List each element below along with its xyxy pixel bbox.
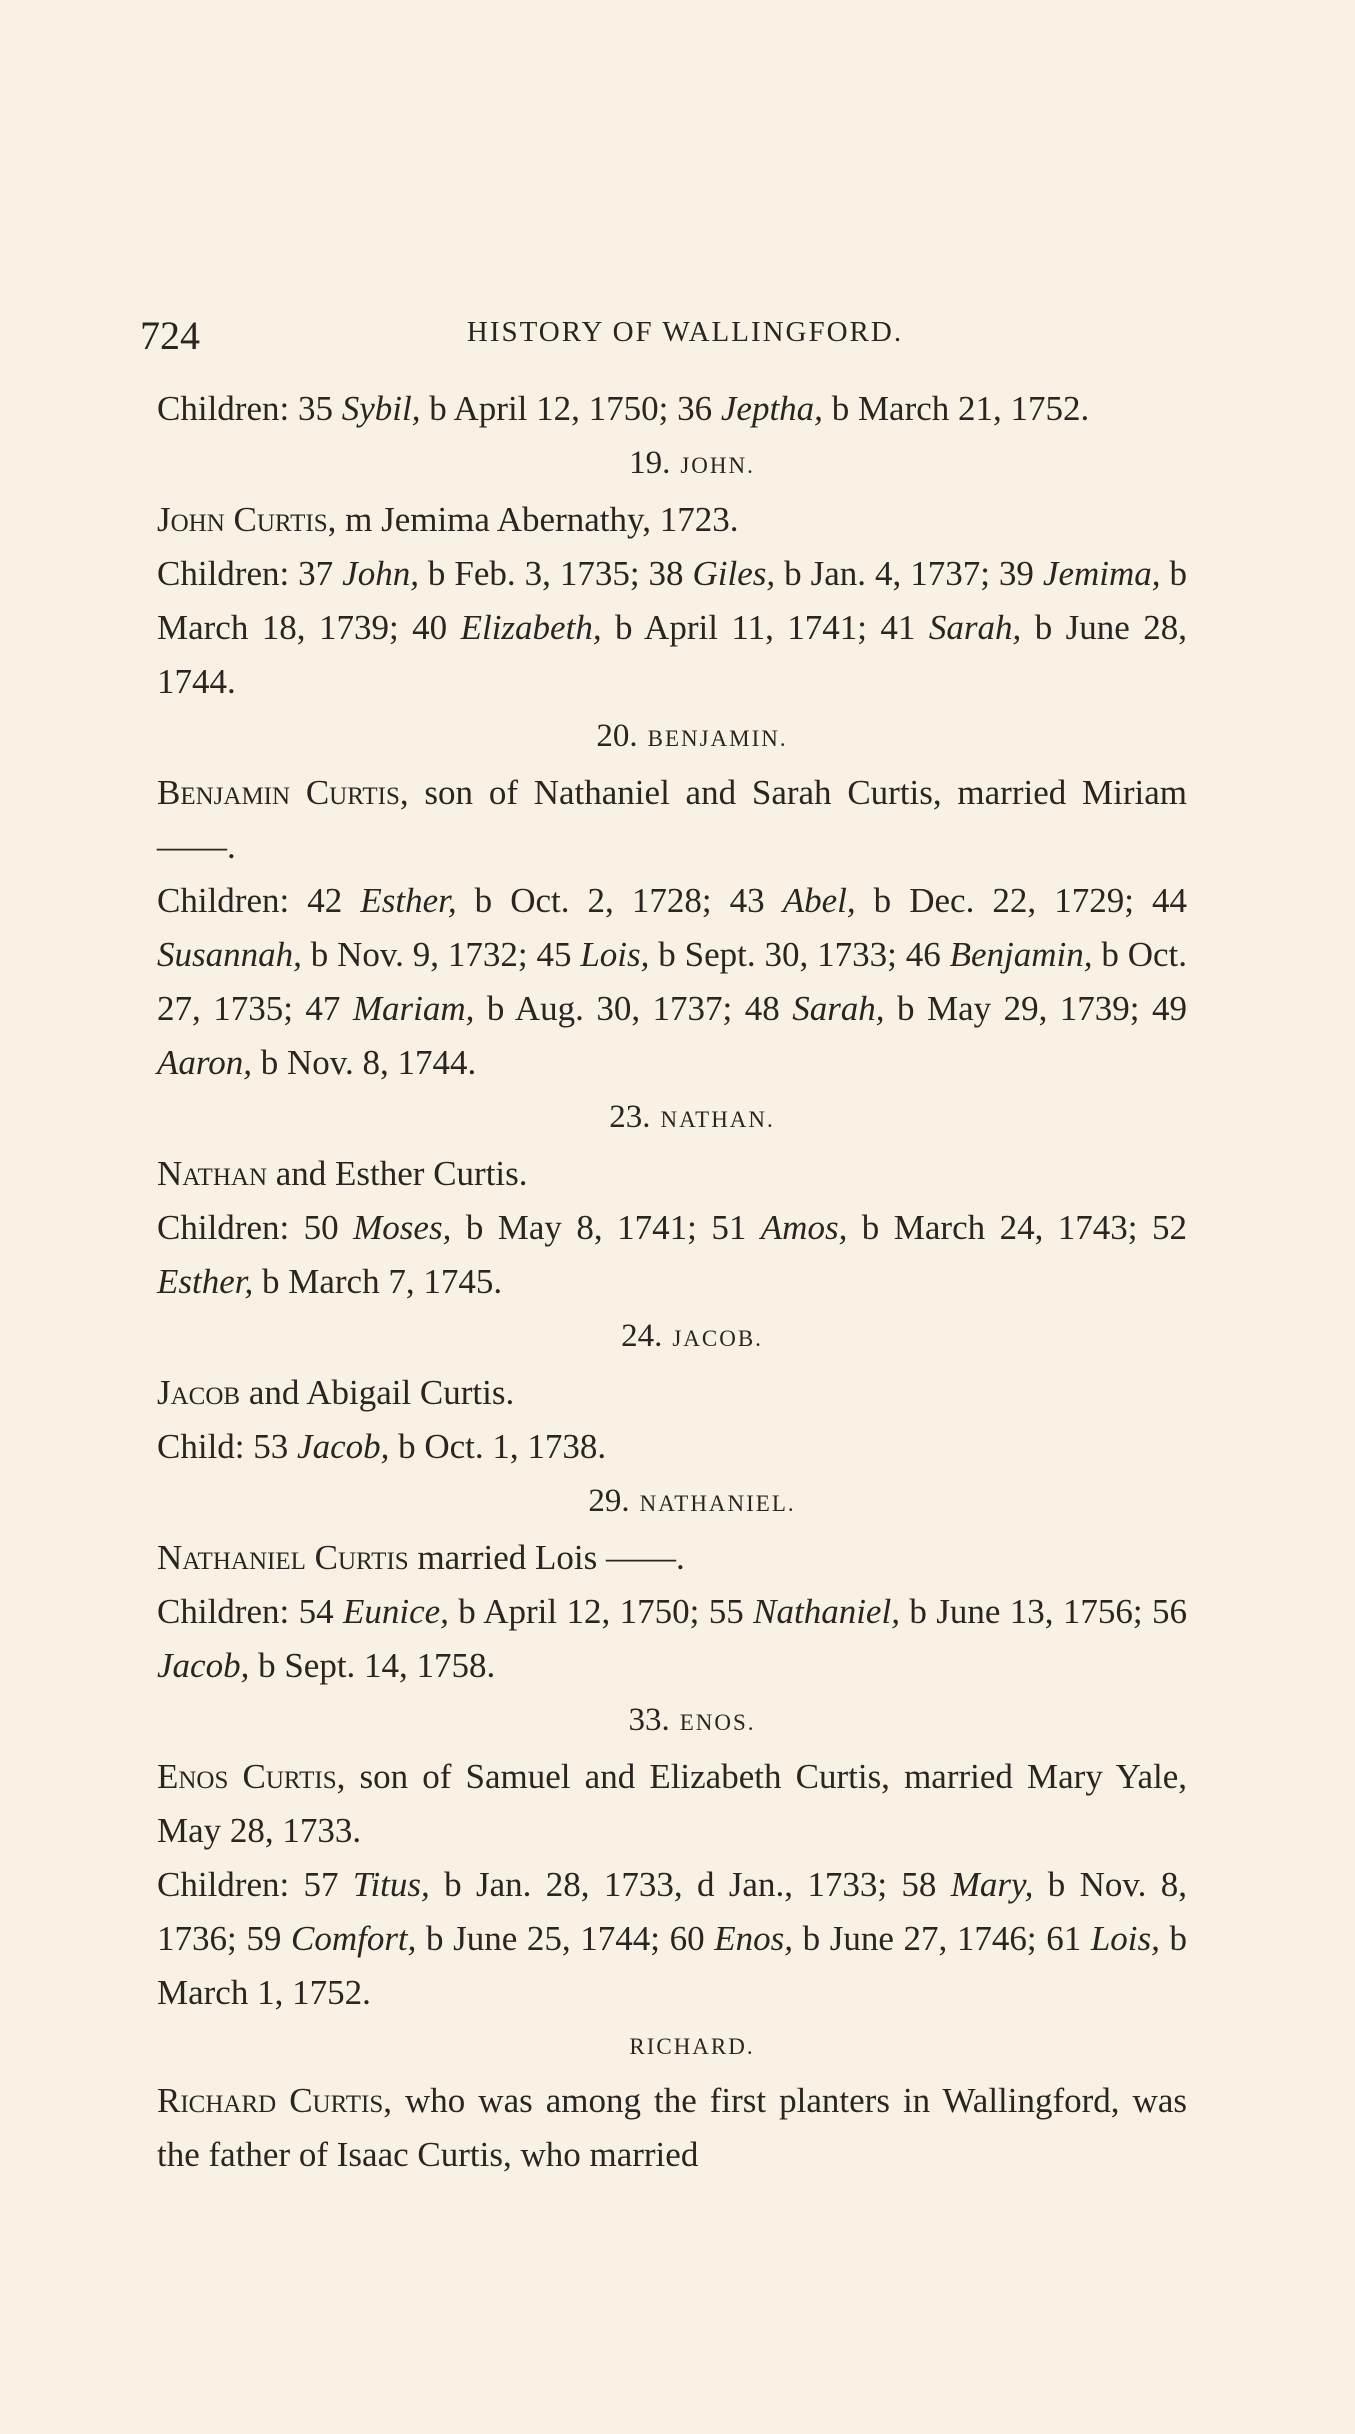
section-number: 24. xyxy=(621,1318,663,1354)
child-name: Mariam, xyxy=(352,989,475,1028)
child-name: Esther, xyxy=(157,1262,254,1301)
child-name: Abel, xyxy=(782,881,856,920)
person-name: Benjamin Curtis, xyxy=(157,773,409,812)
paragraph: Enos Curtis, son of Samuel and Elizabeth Curtis, married Mary Yale, May 28, 1733. xyxy=(157,1757,1187,1850)
paragraph: Children: 54 Eunice, b April 12, 1750; 55 Nathaniel, b June 13, 1756; 56 Jacob, b Sept. 14, 1758. xyxy=(157,1592,1187,1685)
person-name: John Curtis, xyxy=(157,500,337,539)
paragraph: Nathan and Esther Curtis. xyxy=(157,1154,528,1193)
paragraph: Children: 37 John, b Feb. 3, 1735; 38 Giles, b Jan. 4, 1737; 39 Jemima, b March 18, 1739; 40 Elizabeth, b April 11, 1741; 41 Sarah, b June 28, 1744. xyxy=(157,554,1188,701)
section-heading xyxy=(157,1693,1187,1750)
child-name: Lois, xyxy=(1090,1919,1160,1958)
section-number: 23. xyxy=(609,1099,651,1135)
section-title: NATHAN. xyxy=(660,1107,775,1132)
child-name: Titus, xyxy=(352,1865,430,1904)
child-name: Eunice, xyxy=(342,1592,449,1631)
section-number: 19. xyxy=(629,445,671,481)
running-head xyxy=(140,312,1190,358)
child-name: Jacob, xyxy=(157,1646,250,1685)
section-title: NATHANIEL. xyxy=(639,1491,796,1516)
person-name: Jacob xyxy=(157,1373,241,1412)
child-name: Aaron, xyxy=(157,1043,252,1082)
section-heading xyxy=(157,2020,1187,2074)
child-name: Moses, xyxy=(353,1208,452,1247)
child-name: Jemima, xyxy=(1042,554,1161,593)
child-name: Jacob, xyxy=(297,1427,390,1466)
paragraph: Child: 53 Jacob, b Oct. 1, 1738. xyxy=(157,1427,607,1466)
section-heading xyxy=(157,1309,1187,1366)
section-heading xyxy=(157,1090,1187,1147)
paragraph: Nathaniel Curtis married Lois ——. xyxy=(157,1538,685,1577)
child-name: Lois, xyxy=(580,935,650,974)
child-name: Elizabeth, xyxy=(460,608,602,647)
child-name: Enos, xyxy=(714,1919,793,1958)
child-name: Susannah, xyxy=(157,935,302,974)
person-name: Enos Curtis, xyxy=(157,1757,346,1796)
child-name: Benjamin, xyxy=(949,935,1093,974)
section-title: JACOB. xyxy=(672,1326,763,1351)
child-name: Nathaniel, xyxy=(753,1592,900,1631)
section-title: JOHN. xyxy=(680,453,755,478)
section-number: 20. xyxy=(596,718,638,754)
child-name: Comfort, xyxy=(290,1919,417,1958)
child-name: Esther, xyxy=(360,881,457,920)
paragraph: Jacob and Abigail Curtis. xyxy=(157,1373,515,1412)
child-name: Jeptha, xyxy=(720,389,823,428)
section-title: RICHARD. xyxy=(629,2034,755,2059)
person-name: Nathan xyxy=(157,1154,267,1193)
section-title: ENOS. xyxy=(679,1710,756,1735)
paragraph: Children: 50 Moses, b May 8, 1741; 51 Amos, b March 24, 1743; 52 Esther, b March 7, 1745. xyxy=(157,1208,1187,1301)
text-block xyxy=(157,382,1187,2182)
paragraph: Benjamin Curtis, son of Nathaniel and Sarah Curtis, married Miriam ——. xyxy=(157,773,1187,866)
child-name: Amos, xyxy=(760,1208,848,1247)
paragraph: Richard Curtis, who was among the first planters in Wallingford, was the father of Isaac Curtis, who married xyxy=(157,2081,1187,2174)
section-title: BENJAMIN. xyxy=(647,726,788,751)
section-heading xyxy=(157,436,1187,493)
paragraph: Children: 57 Titus, b Jan. 28, 1733, d Jan., 1733; 58 Mary, b Nov. 8, 1736; 59 Comfort, b June 25, 1744; 60 Enos, b June 27, 1746; 61 Lois, b March 1, 1752. xyxy=(157,1865,1188,2012)
book-title: HISTORY OF WALLINGFORD. xyxy=(466,316,904,348)
child-name: Mary, xyxy=(950,1865,1034,1904)
section-heading xyxy=(157,1474,1187,1531)
paragraph: Children: 42 Esther, b Oct. 2, 1728; 43 Abel, b Dec. 22, 1729; 44 Susannah, b Nov. 9, 1732; 45 Lois, b Sept. 30, 1733; 46 Benjamin, b Oct. 27, 1735; 47 Mariam, b Aug. 30, 1737; 48 Sarah, b May 29, 1739; 49 Aaron, b Nov. 8, 1744. xyxy=(157,881,1188,1082)
person-name: Richard Curtis, xyxy=(157,2081,393,2120)
child-name: Sarah, xyxy=(792,989,885,1028)
child-name: Giles, xyxy=(692,554,776,593)
paragraph: John Curtis, m Jemima Abernathy, 1723. xyxy=(157,500,739,539)
child-name: Sarah, xyxy=(928,608,1022,647)
child-name: John, xyxy=(342,554,419,593)
section-number: 29. xyxy=(588,1483,630,1519)
page-number: 724 xyxy=(140,313,200,358)
section-heading xyxy=(157,709,1187,766)
person-name: Nathaniel Curtis xyxy=(157,1538,409,1577)
child-name: Sybil, xyxy=(341,389,421,428)
paragraph: Children: 35 Sybil, b April 12, 1750; 36 Jeptha, b March 21, 1752. xyxy=(157,389,1090,428)
section-number: 33. xyxy=(628,1702,670,1738)
